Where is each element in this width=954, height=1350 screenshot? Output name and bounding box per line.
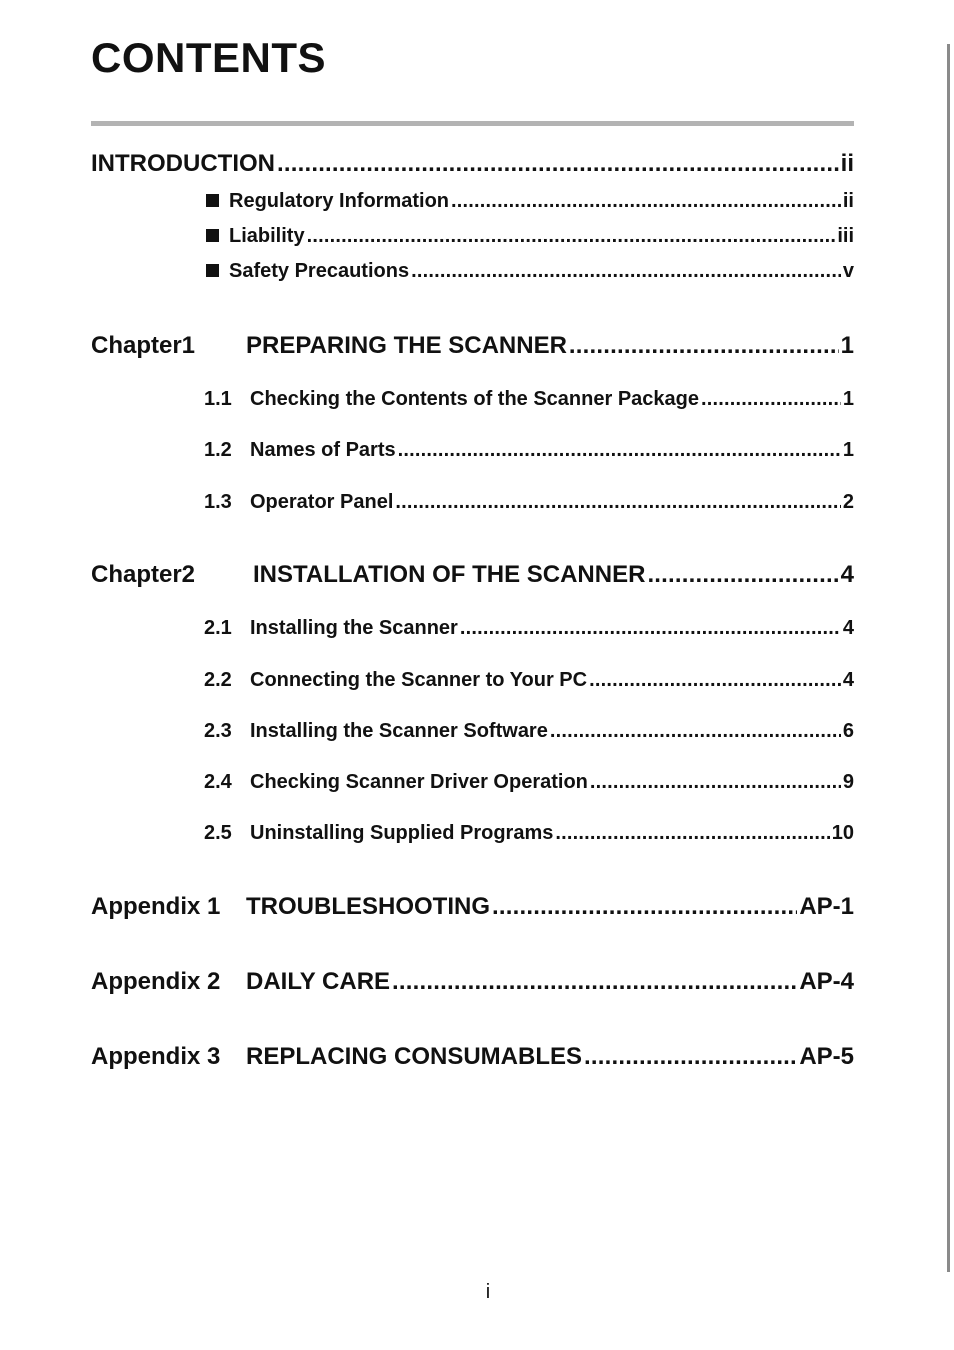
toc-entry-chapter-1[interactable] [91, 332, 854, 360]
toc-entry-chapter-2[interactable] [91, 561, 854, 589]
toc-page-number: 2 [842, 491, 854, 513]
section-title: Checking Scanner Driver Operation [250, 771, 588, 793]
section-title: Names of Parts [250, 439, 396, 461]
toc-entry-section-2-2[interactable] [204, 669, 854, 692]
dot-leader [555, 822, 829, 845]
page-edge-line [947, 44, 950, 1272]
toc-page-number: ii [840, 150, 854, 177]
toc-page-number: iii [837, 225, 854, 247]
dot-leader [277, 150, 839, 178]
toc-page-number: 1 [842, 388, 854, 410]
section-number: 1.1 [204, 388, 232, 410]
toc-entry-appendix-1[interactable] [91, 893, 854, 921]
dot-leader [569, 332, 839, 360]
toc-entry-introduction[interactable] [91, 150, 854, 178]
page-number-footer: i [485, 1281, 491, 1303]
toc-entry-label: INTRODUCTION [91, 150, 275, 177]
dot-leader [307, 225, 836, 248]
dot-leader [460, 617, 841, 640]
square-bullet-icon [206, 229, 219, 242]
section-number: 2.2 [204, 669, 232, 691]
section-title: Installing the Scanner Software [250, 720, 548, 742]
toc-entry-label: Liability [229, 225, 305, 247]
section-title: Checking the Contents of the Scanner Package [250, 388, 699, 410]
toc-page-number: AP-4 [799, 968, 854, 995]
toc-page-number: 10 [831, 822, 854, 844]
toc-entry-appendix-3[interactable] [91, 1043, 854, 1071]
section-number: 2.4 [204, 771, 232, 793]
dot-leader [395, 491, 840, 514]
chapter-number: Chapter2 [91, 561, 196, 588]
toc-page-number: 4 [842, 617, 854, 639]
toc-entry-section-2-1[interactable] [204, 617, 854, 640]
dot-leader [492, 893, 797, 921]
toc-entry-section-2-3[interactable] [204, 720, 854, 743]
toc-entry-appendix-2[interactable] [91, 968, 854, 996]
dot-leader [589, 669, 841, 692]
toc-entry-section-1-3[interactable] [204, 491, 854, 514]
section-title: Installing the Scanner [250, 617, 458, 639]
dot-leader [584, 1043, 797, 1071]
toc-entry-section-1-2[interactable] [204, 439, 854, 462]
chapter-number: Chapter1 [91, 332, 196, 359]
appendix-title: REPLACING CONSUMABLES [246, 1043, 583, 1070]
toc-entry-label: Regulatory Information [229, 190, 450, 212]
toc-entry-label: Safety Precautions [229, 260, 410, 282]
toc-entry-section-2-5[interactable] [204, 822, 854, 845]
toc-page-number: 4 [842, 669, 854, 691]
dot-leader [701, 388, 841, 411]
toc-entry-section-2-4[interactable] [204, 771, 854, 794]
title-rule [91, 121, 854, 126]
dot-leader [392, 968, 797, 996]
chapter-title: INSTALLATION OF THE SCANNER [253, 561, 646, 588]
toc-page-number: 4 [840, 561, 854, 588]
toc-page-number: AP-1 [799, 893, 854, 920]
toc-page-number: 6 [842, 720, 854, 742]
toc-page-number: 1 [842, 439, 854, 461]
square-bullet-icon [206, 264, 219, 277]
dot-leader [647, 561, 838, 589]
section-number: 2.1 [204, 617, 232, 639]
toc-page-number: ii [842, 190, 854, 212]
section-title: Uninstalling Supplied Programs [250, 822, 554, 844]
toc-entry-regulatory-information[interactable] [206, 190, 854, 213]
section-number: 1.2 [204, 439, 232, 461]
section-number: 1.3 [204, 491, 232, 513]
appendix-title: TROUBLESHOOTING [246, 893, 490, 920]
dot-leader [398, 439, 841, 462]
toc-page-number: 1 [840, 332, 854, 359]
appendix-number: Appendix 2 [91, 968, 221, 995]
square-bullet-icon [206, 194, 219, 207]
toc-entry-safety-precautions[interactable] [206, 260, 854, 283]
page-title: CONTENTS [91, 34, 326, 81]
toc-entry-section-1-1[interactable] [204, 388, 854, 411]
appendix-number: Appendix 3 [91, 1043, 221, 1070]
toc-page-number: 9 [842, 771, 854, 793]
section-number: 2.5 [204, 822, 232, 844]
dot-leader [550, 720, 841, 743]
dot-leader [451, 190, 841, 213]
section-title: Connecting the Scanner to Your PC [250, 669, 588, 691]
toc-page-number: AP-5 [799, 1043, 854, 1070]
section-number: 2.3 [204, 720, 232, 742]
chapter-title: PREPARING THE SCANNER [246, 332, 567, 359]
appendix-title: DAILY CARE [246, 968, 391, 995]
toc-page-number: v [842, 260, 854, 282]
dot-leader [590, 771, 841, 794]
toc-entry-liability[interactable] [206, 225, 854, 248]
section-title: Operator Panel [250, 491, 394, 513]
dot-leader [411, 260, 841, 283]
appendix-number: Appendix 1 [91, 893, 221, 920]
